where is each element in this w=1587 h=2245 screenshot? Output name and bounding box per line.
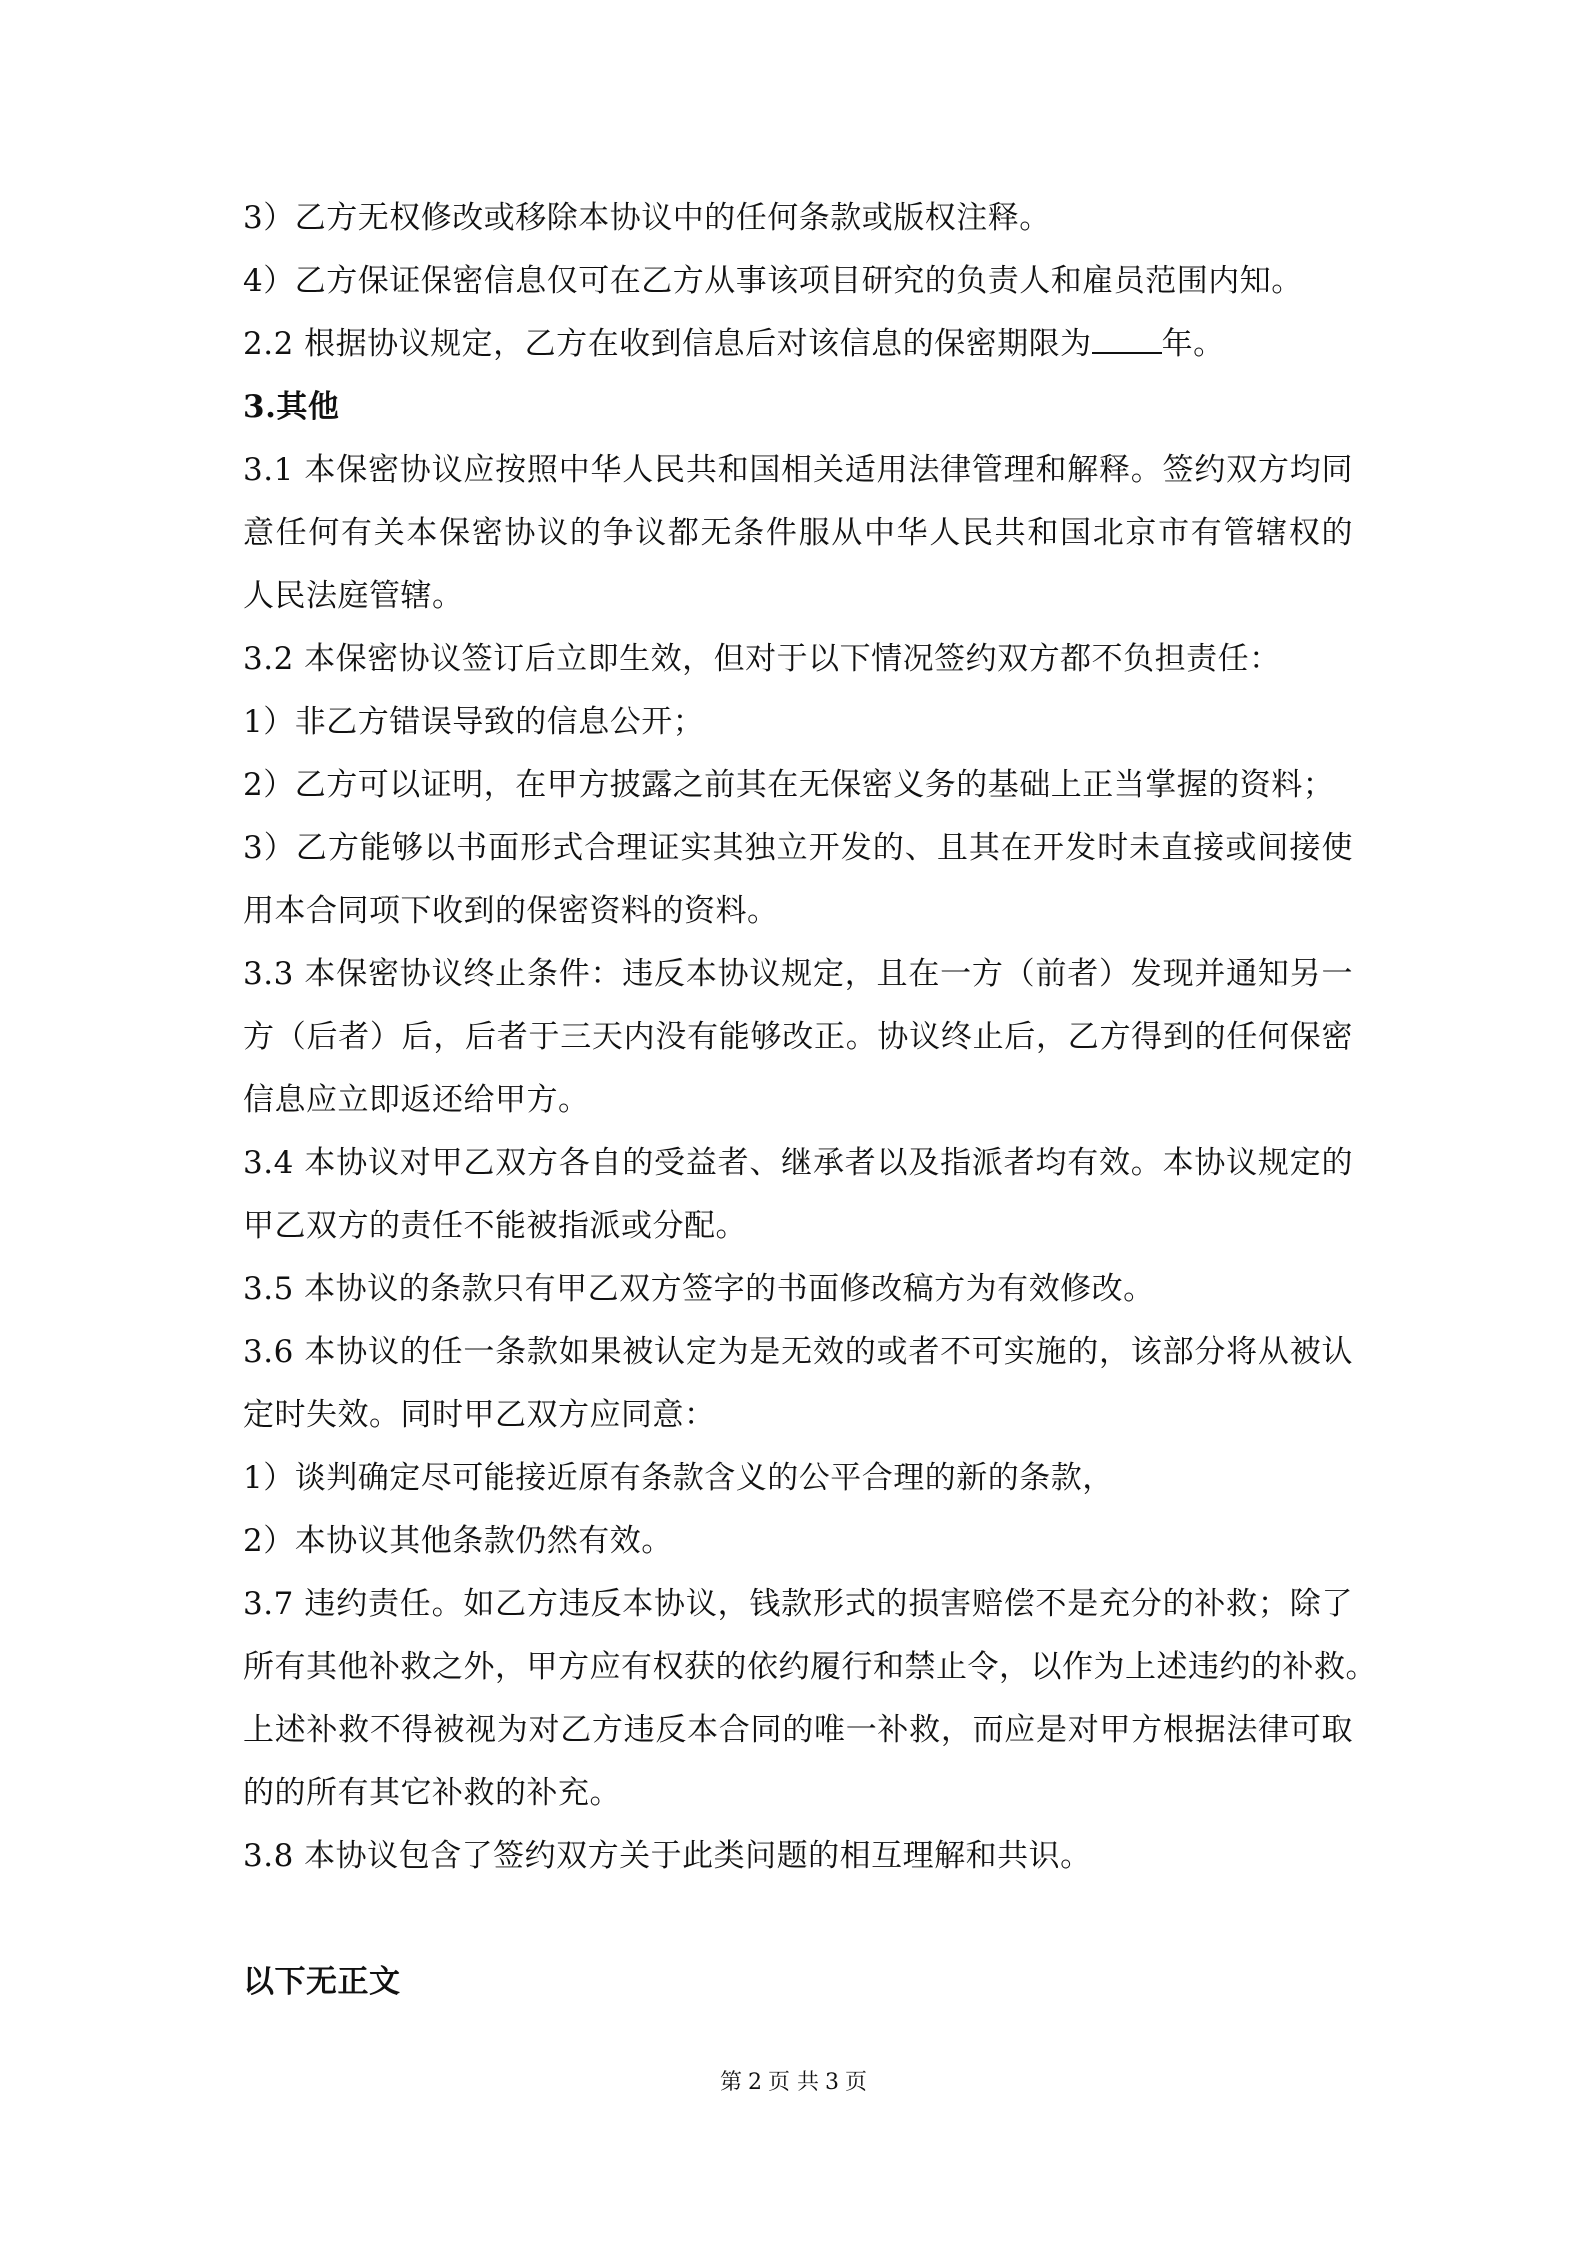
clause-line: 甲乙双方的责任不能被指派或分配。 <box>243 1208 747 1244</box>
page-label-mid: 页 共 <box>768 2070 819 2095</box>
clause-line: 1）谈判确定尽可能接近原有条款含义的公平合理的新的条款， <box>243 1460 1114 1496</box>
clause-line: 上述补救不得被视为对乙方违反本合同的唯一补救，而应是对甲方根据法律可取 <box>243 1712 1353 1748</box>
clause-line: 3.7 违约责任。如乙方违反本协议，钱款形式的损害赔偿不是充分的补救；除了 <box>243 1586 1353 1622</box>
page-label-suffix: 页 <box>845 2070 868 2095</box>
blank-field <box>1092 322 1162 354</box>
spacer <box>243 1897 1353 1941</box>
page-footer <box>0 2068 1587 2098</box>
page-current: 2 <box>748 2070 762 2095</box>
page-total: 3 <box>825 2070 839 2095</box>
clause-line: 3.8 本协议包含了签约双方关于此类问题的相互理解和共识。 <box>243 1838 1092 1874</box>
clause-line: 信息应立即返还给甲方。 <box>243 1082 590 1118</box>
clause-line: 意任何有关本保密协议的争议都无条件服从中华人民共和国北京市有管辖权的 <box>243 515 1353 551</box>
page-label-prefix: 第 <box>719 2070 742 2095</box>
clause-line: 3.1 本保密协议应按照中华人民共和国相关适用法律管理和解释。签约双方均同 <box>243 452 1353 488</box>
clause-line: 3）乙方能够以书面形式合理证实其独立开发的、且其在开发时未直接或间接使 <box>243 830 1353 866</box>
clause-line: 方（后者）后，后者于三天内没有能够改正。协议终止后，乙方得到的任何保密 <box>243 1019 1353 1055</box>
clause-line: 2）乙方可以证明，在甲方披露之前其在无保密义务的基础上正当掌握的资料； <box>243 767 1335 803</box>
end-of-text-label: 以下无正文 <box>243 1964 401 2000</box>
clause-text: 年。 <box>1161 326 1225 362</box>
clause-line: 用本合同项下收到的保密资料的资料。 <box>243 893 779 929</box>
clause-line: 2）本协议其他条款仍然有效。 <box>243 1523 673 1559</box>
clause-line: 1）非乙方错误导致的信息公开； <box>243 704 705 740</box>
clause-line: 3.6 本协议的任一条款如果被认定为是无效的或者不可实施的，该部分将从被认 <box>243 1334 1353 1370</box>
clause-line: 3.5 本协议的条款只有甲乙双方签字的书面修改稿方为有效修改。 <box>243 1271 1155 1307</box>
clause-line: 3.3 本保密协议终止条件：违反本协议规定，且在一方（前者）发现并通知另一 <box>243 956 1353 992</box>
clause-line: 定时失效。同时甲乙双方应同意： <box>243 1397 716 1433</box>
document-body <box>243 196 1377 2023</box>
clause-line: 所有其他补救之外，甲方应有权获的依约履行和禁止令，以作为上述违约的补救。 <box>243 1649 1377 1685</box>
clause-line: 4）乙方保证保密信息仅可在乙方从事该项目研究的负责人和雇员范围内知。 <box>243 263 1303 299</box>
clause-line: 3）乙方无权修改或移除本协议中的任何条款或版权注释。 <box>243 200 1051 236</box>
clause-line: 3.2 本保密协议签订后立即生效，但对于以下情况签约双方都不负担责任： <box>243 641 1281 677</box>
clause-line: 3.4 本协议对甲乙双方各自的受益者、继承者以及指派者均有效。本协议规定的 <box>243 1145 1353 1181</box>
clause-line: 人民法庭管辖。 <box>243 578 464 614</box>
section-heading: 3.其他 <box>243 389 340 425</box>
clause-2-2 <box>243 322 1353 366</box>
clause-text: 2.2 根据协议规定，乙方在收到信息后对该信息的保密期限为 <box>243 326 1092 362</box>
clause-line: 的的所有其它补救的补充。 <box>243 1775 621 1811</box>
